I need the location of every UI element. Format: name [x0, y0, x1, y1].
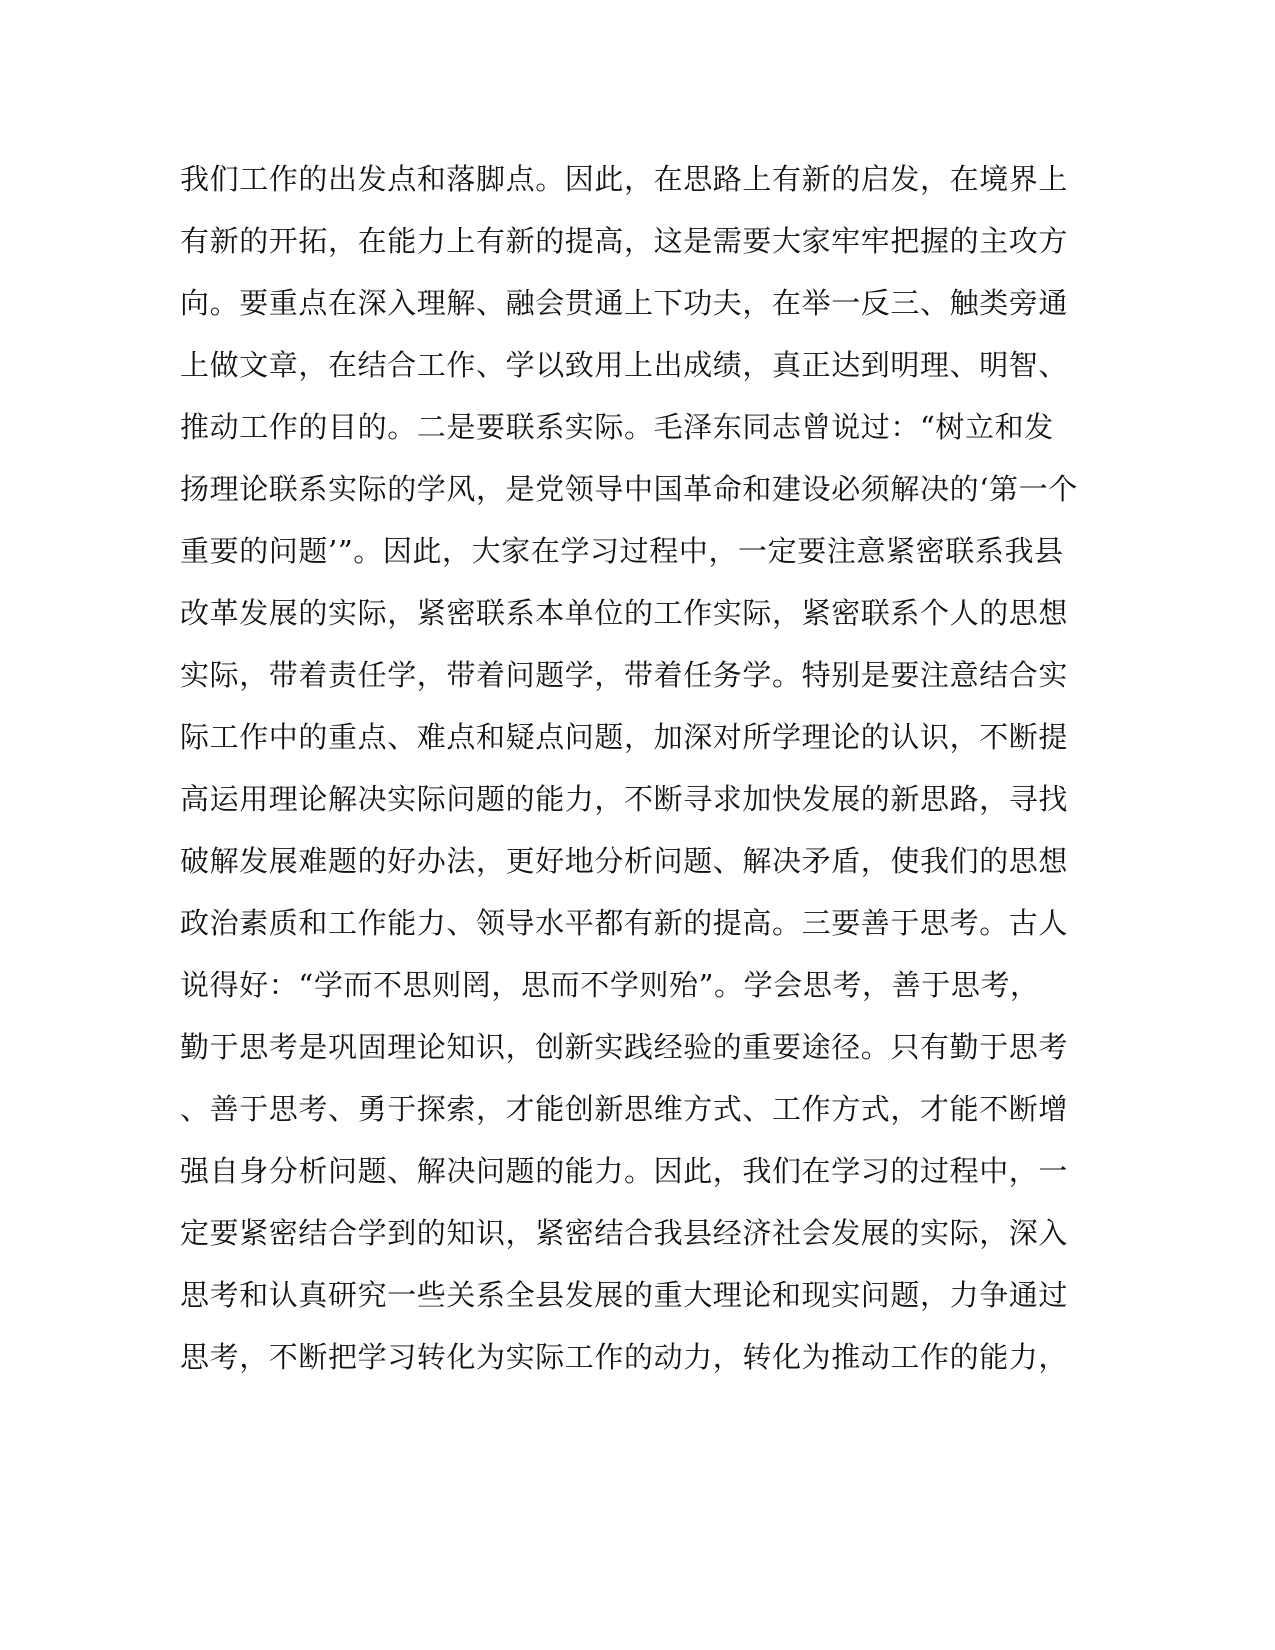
text-line: 改革发展的实际，紧密联系本单位的工作实际，紧密联系个人的思想	[180, 596, 1069, 630]
text-line: 高运用理论解决实际问题的能力，不断寻求加快发展的新思路，寻找	[180, 782, 1069, 816]
text-line: 实际，带着责任学，带着问题学，带着任务学。特别是要注意结合实	[180, 658, 1069, 692]
text-line: 我们工作的出发点和落脚点。因此，在思路上有新的启发，在境界上	[180, 162, 1069, 196]
text-line: 、善于思考、勇于探索，才能创新思维方式、工作方式，才能不断增	[180, 1092, 1069, 1126]
text-line: 强自身分析问题、解决问题的能力。因此，我们在学习的过程中，一	[180, 1154, 1069, 1188]
text-line: 政治素质和工作能力、领导水平都有新的提高。三要善于思考。古人	[180, 906, 1069, 940]
text-line: 重要的问题’”。因此，大家在学习过程中，一定要注意紧密联系我县	[180, 534, 1064, 568]
text-line: 定要紧密结合学到的知识，紧密结合我县经济社会发展的实际，深入	[180, 1216, 1069, 1250]
text-line: 思考，不断把学习转化为实际工作的动力，转化为推动工作的能力，	[180, 1340, 1069, 1374]
text-line: 上做文章，在结合工作、学以致用上出成绩，真正达到明理、明智、	[180, 348, 1069, 382]
text-line: 破解发展难题的好办法，更好地分析问题、解决矛盾，使我们的思想	[180, 844, 1069, 878]
text-line: 思考和认真研究一些关系全县发展的重大理论和现实问题，力争通过	[180, 1278, 1069, 1312]
text-line: 有新的开拓，在能力上有新的提高，这是需要大家牢牢把握的主攻方	[180, 224, 1069, 258]
text-line: 推动工作的目的。二是要联系实际。毛泽东同志曾说过：“树立和发	[180, 410, 1054, 444]
text-line: 向。要重点在深入理解、融会贯通上下功夫，在举一反三、触类旁通	[180, 286, 1069, 320]
text-line: 扬理论联系实际的学风，是党领导中国革命和建设必须解决的‘第一个	[180, 472, 1078, 506]
body-paragraph	[180, 148, 1078, 1388]
text-line: 说得好：“学而不思则罔，思而不学则殆”。学会思考，善于思考，	[180, 968, 1040, 1002]
text-line: 勤于思考是巩固理论知识，创新实践经验的重要途径。只有勤于思考	[180, 1030, 1069, 1064]
text-line: 际工作中的重点、难点和疑点问题，加深对所学理论的认识，不断提	[180, 720, 1069, 754]
